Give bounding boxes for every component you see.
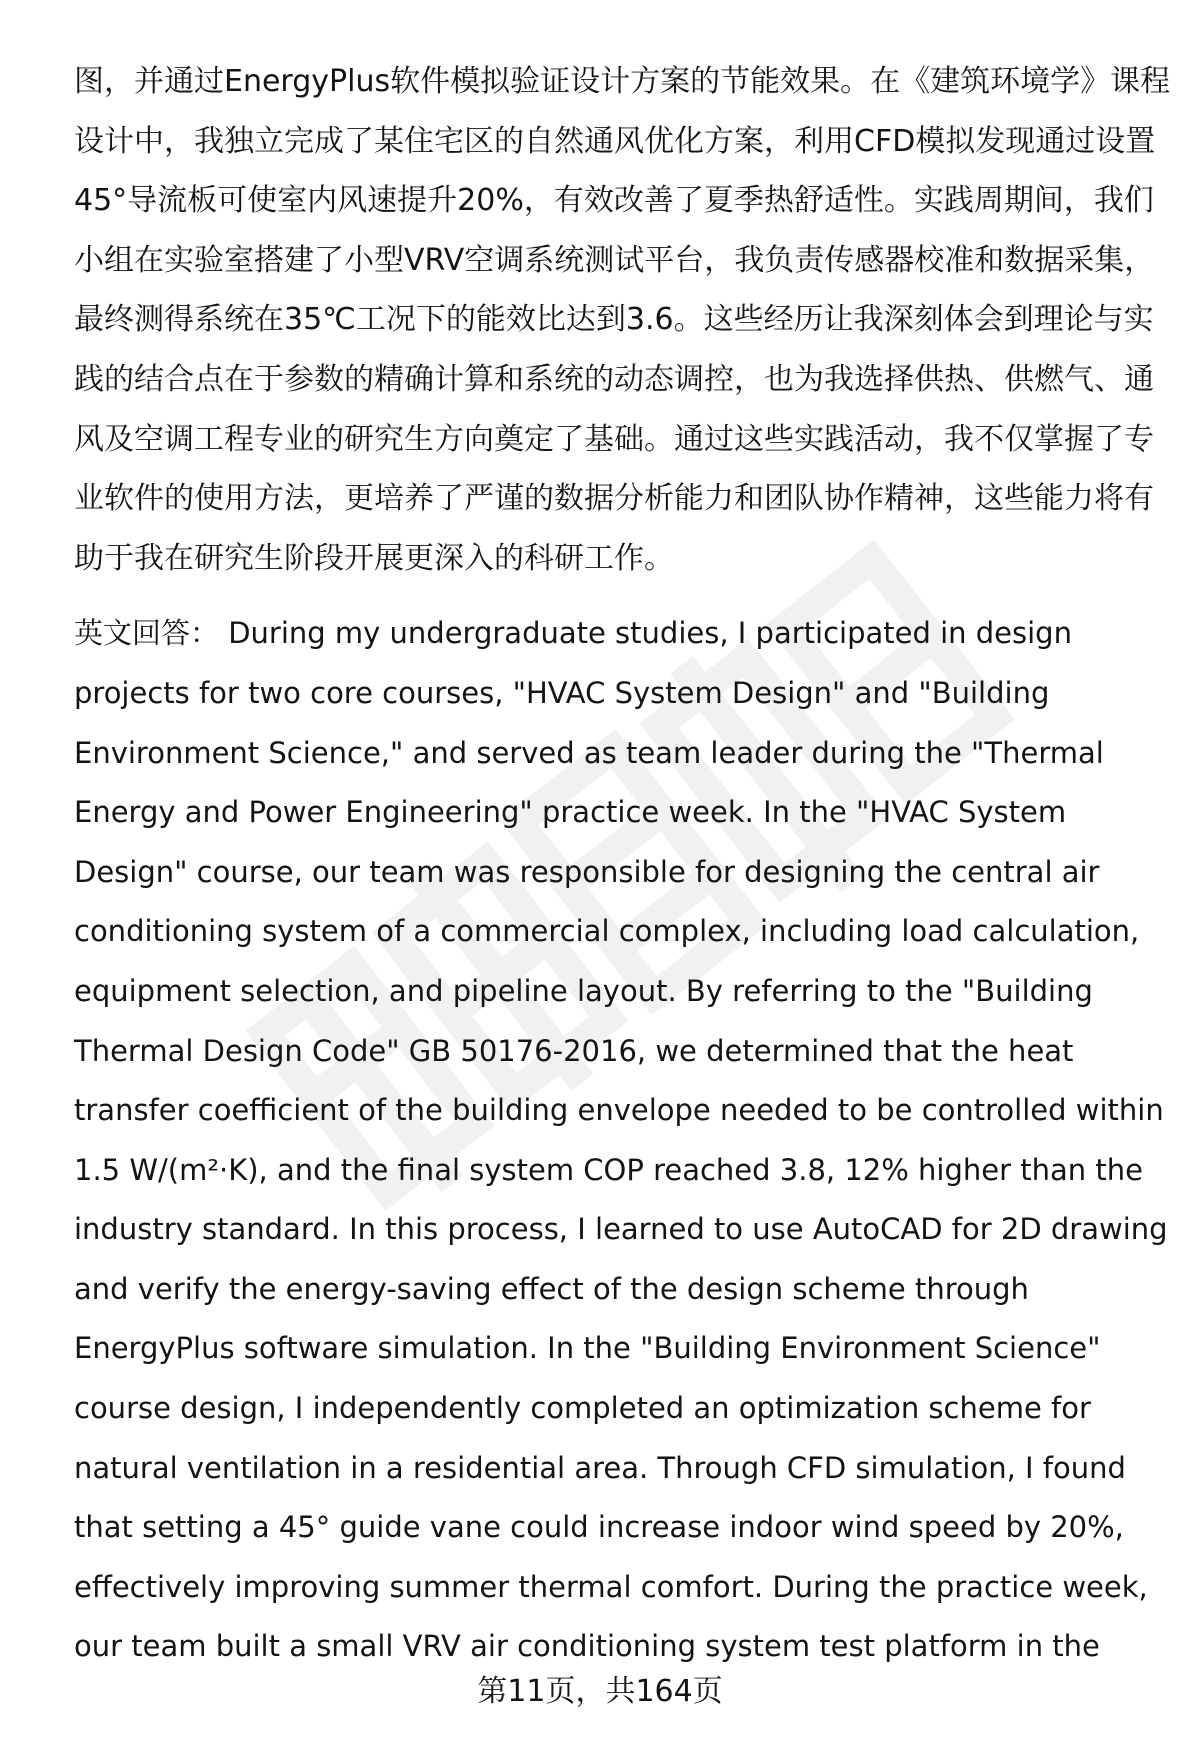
text-line: our team built a small VRV air conditioning system test platform in the [74, 1629, 1100, 1664]
text-line: projects for two core courses, "HVAC System Design" and "Building [74, 675, 1050, 710]
text-line: 1.5 W/(m²·K), and the final system COP reached 3.8, 12% higher than the [74, 1152, 1143, 1187]
text-line: 最终测得系统在35℃工况下的能效比达到3.6。这些经历让我深刻体会到理论与实 [74, 302, 1154, 338]
text-line: course design, I independently completed an optimization scheme for [74, 1391, 1091, 1426]
text-line: Design" course, our team was responsible for designing the central air [74, 854, 1100, 889]
text-line: Thermal Design Code" GB 50176-2016, we determined that the heat [74, 1033, 1074, 1068]
text-line: effectively improving summer thermal comfort. During the practice week, [74, 1569, 1148, 1604]
text-line: 图，并通过EnergyPlus软件模拟验证设计方案的节能效果。在《建筑环境学》课程 [74, 64, 1171, 99]
text-line: conditioning system of a commercial complex, including load calculation, [74, 914, 1140, 949]
chinese-paragraph [74, 52, 1171, 588]
page-number-footer: 第11页，共164页 [477, 1674, 723, 1709]
text-line: 业软件的使用方法，更培养了严谨的数据分析能力和团队协作精神，这些能力将有 [74, 481, 1154, 517]
text-line: 小组在实验室搭建了小型VRV空调系统测试平台，我负责传感器校准和数据采集， [74, 242, 1155, 278]
paragraph-gap [74, 588, 1154, 604]
text-line: that setting a 45° guide vane could increase indoor wind speed by 20%, [74, 1510, 1124, 1545]
text-line: 设计中，我独立完成了某住宅区的自然通风优化方案，利用CFD模拟发现通过设置 [74, 123, 1156, 159]
text-line: Environment Science," and served as team leader during the "Thermal [74, 735, 1104, 770]
text-line: 践的结合点在于参数的精确计算和系统的动态调控，也为我选择供热、供燃气、通 [74, 361, 1154, 397]
text-line: industry standard. In this process, I learned to use AutoCAD for 2D drawing [74, 1212, 1168, 1247]
text-line: Energy and Power Engineering" practice week. In the "HVAC System [74, 795, 1067, 830]
text-line: and verify the energy-saving effect of the design scheme through [74, 1271, 1029, 1306]
text-line: 45°导流板可使室内风速提升20%，有效改善了夏季热舒适性。实践周期间，我们 [74, 183, 1154, 219]
document-body [74, 52, 1171, 1677]
english-paragraph [74, 604, 1168, 1677]
text-line: equipment selection, and pipeline layout. By referring to the "Building [74, 973, 1093, 1008]
text-line: 英文回答： During my undergraduate studies, I participated in design [74, 616, 1072, 651]
text-line: 助于我在研究生阶段开展更深入的科研工作。 [74, 540, 674, 576]
text-line: EnergyPlus software simulation. In the "Building Environment Science" [74, 1331, 1101, 1366]
text-line: transfer coefficient of the building envelope needed to be controlled within [74, 1093, 1164, 1128]
text-line: 风及空调工程专业的研究生方向奠定了基础。通过这些实践活动，我不仅掌握了专 [74, 421, 1154, 457]
text-line: natural ventilation in a residential area. Through CFD simulation, I found [74, 1450, 1126, 1485]
